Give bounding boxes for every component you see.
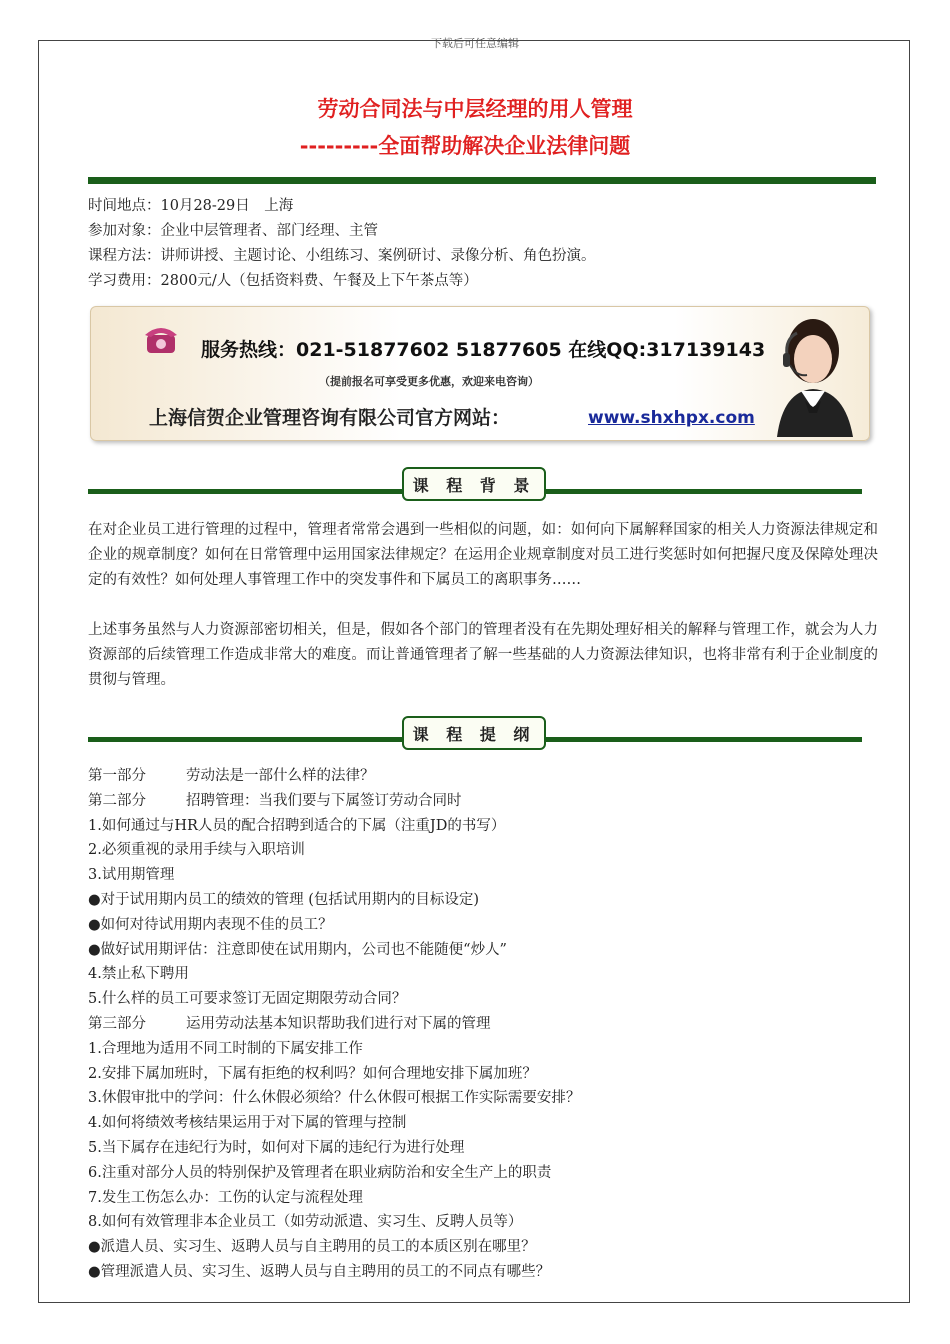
list-item: 1.合理地为适用不同工时制的下属安排工作 — [88, 1040, 363, 1057]
list-item: 2.必须重视的录用手续与入职培训 — [88, 842, 305, 859]
page-subtitle: ---------全面帮助解决企业法律问题 — [299, 134, 631, 158]
list-item: 3.试用期管理 — [88, 867, 175, 884]
list-item: 8.如何有效管理非本企业员工（如劳动派遣、实习生、反聘人员等） — [88, 1214, 523, 1231]
outline-part-1 — [88, 764, 580, 789]
list-item: ●管理派遣人员、实习生、返聘人员与自主聘用的员工的不同点有哪些？ — [88, 1263, 551, 1280]
meta-time-place: 时间地点：10月28-29日 上海 — [88, 198, 294, 214]
company-name: 上海信贺企业管理咨询有限公司官方网站： — [149, 407, 511, 429]
contact-banner — [90, 306, 870, 441]
banner-subtext: （提前报名可享受更多优惠，欢迎来电咨询） — [319, 375, 539, 388]
customer-service-person-image — [757, 309, 865, 437]
page-title: 劳动合同法与中层经理的用人管理 — [317, 97, 633, 121]
list-item: 2.安排下属加班时，下属有拒绝的权利吗？如何合理地安排下属加班？ — [88, 1065, 537, 1082]
list-item: 7.发生工伤怎么办：工伤的认定与流程处理 — [88, 1189, 363, 1206]
meta-fee: 学习费用：2800元/人（包括资料费、午餐及上下午茶点等） — [88, 273, 478, 289]
list-item: 4.禁止私下聘用 — [88, 966, 189, 983]
part-label: 第一部分 — [88, 768, 146, 784]
list-item: 4.如何将绩效考核结果运用于对下属的管理与控制 — [88, 1115, 407, 1132]
meta-method: 课程方法：讲师讲授、主题讨论、小组练习、案例研讨、录像分析、角色扮演。 — [88, 248, 596, 264]
list-item: 5.什么样的员工可要求签订无固定期限劳动合同？ — [88, 991, 407, 1008]
list-item: 5.当下属存在违纪行为时，如何对下属的违纪行为进行处理 — [88, 1139, 465, 1156]
header-note: 下载后可任意编辑 — [431, 37, 519, 50]
part-label: 第三部分 — [88, 1015, 146, 1032]
website-link[interactable]: www.shxhpx.com — [588, 408, 755, 428]
meta-audience: 参加对象：企业中层管理者、部门经理、主管 — [88, 223, 378, 239]
part-label: 第二部分 — [88, 792, 146, 809]
section-heading-background: 课 程 背 景 — [402, 467, 546, 501]
list-item: ●做好试用期评估：注意即使在试用期内，公司也不能随便“炒人” — [88, 941, 507, 958]
section-heading-outline: 课 程 提 纲 — [402, 716, 546, 750]
part-title: 招聘管理：当我们要与下属签订劳动合同时 — [186, 792, 462, 809]
list-item: ●如何对待试用期内表现不佳的员工？ — [88, 916, 333, 933]
background-paragraph-2: 上述事务虽然与人力资源部密切相关，但是，假如各个部门的管理者没有在先期处理好相关的解释与管理工作，就会为人力资源部的后续管理工作造成非常大的难度。而让普通管理者了解一些基础的人力资源法律知识，也将非常有利于企业制度的贯彻与管理。 — [88, 622, 878, 688]
list-item: 3.休假审批中的学问：什么休假必须给？什么休假可根据工作实际需要安排？ — [88, 1090, 581, 1107]
title-divider — [88, 177, 876, 184]
part-title: 运用劳动法基本知识帮助我们进行对下属的管理 — [186, 1015, 491, 1032]
hotline-text: 服务热线：021-51877602 51877605 在线QQ:317139143 — [201, 339, 766, 361]
list-item: 1.如何通过与HR人员的配合招聘到适合的下属（注重JD的书写） — [88, 817, 506, 834]
list-item: ●派遣人员、实习生、返聘人员与自主聘用的员工的本质区别在哪里？ — [88, 1239, 536, 1256]
list-item: ●对于试用期内员工的绩效的管理 (包括试用期内的目标设定) — [88, 891, 480, 908]
list-item: 6.注重对部分人员的特别保护及管理者在职业病防治和安全生产上的职责 — [88, 1164, 552, 1181]
part-title: 劳动法是一部什么样的法律？ — [186, 768, 375, 784]
background-paragraph-1: 在对企业员工进行管理的过程中，管理者常常会遇到一些相似的问题，如：如何向下属解释国家的相关人力资源法律规定和企业的规章制度？如何在日常管理中运用国家法律规定？在运用企业规章制度对员工进行奖惩时如何把握尺度及保障处理决定的有效性？如何处理人事管理工作中的突发事件和下属员工的离职事务…… — [88, 522, 878, 588]
course-outline — [88, 764, 580, 1285]
outline-part-2 — [88, 789, 580, 814]
phone-icon — [141, 319, 181, 359]
course-meta — [88, 194, 596, 294]
outline-part-3 — [88, 1012, 580, 1037]
